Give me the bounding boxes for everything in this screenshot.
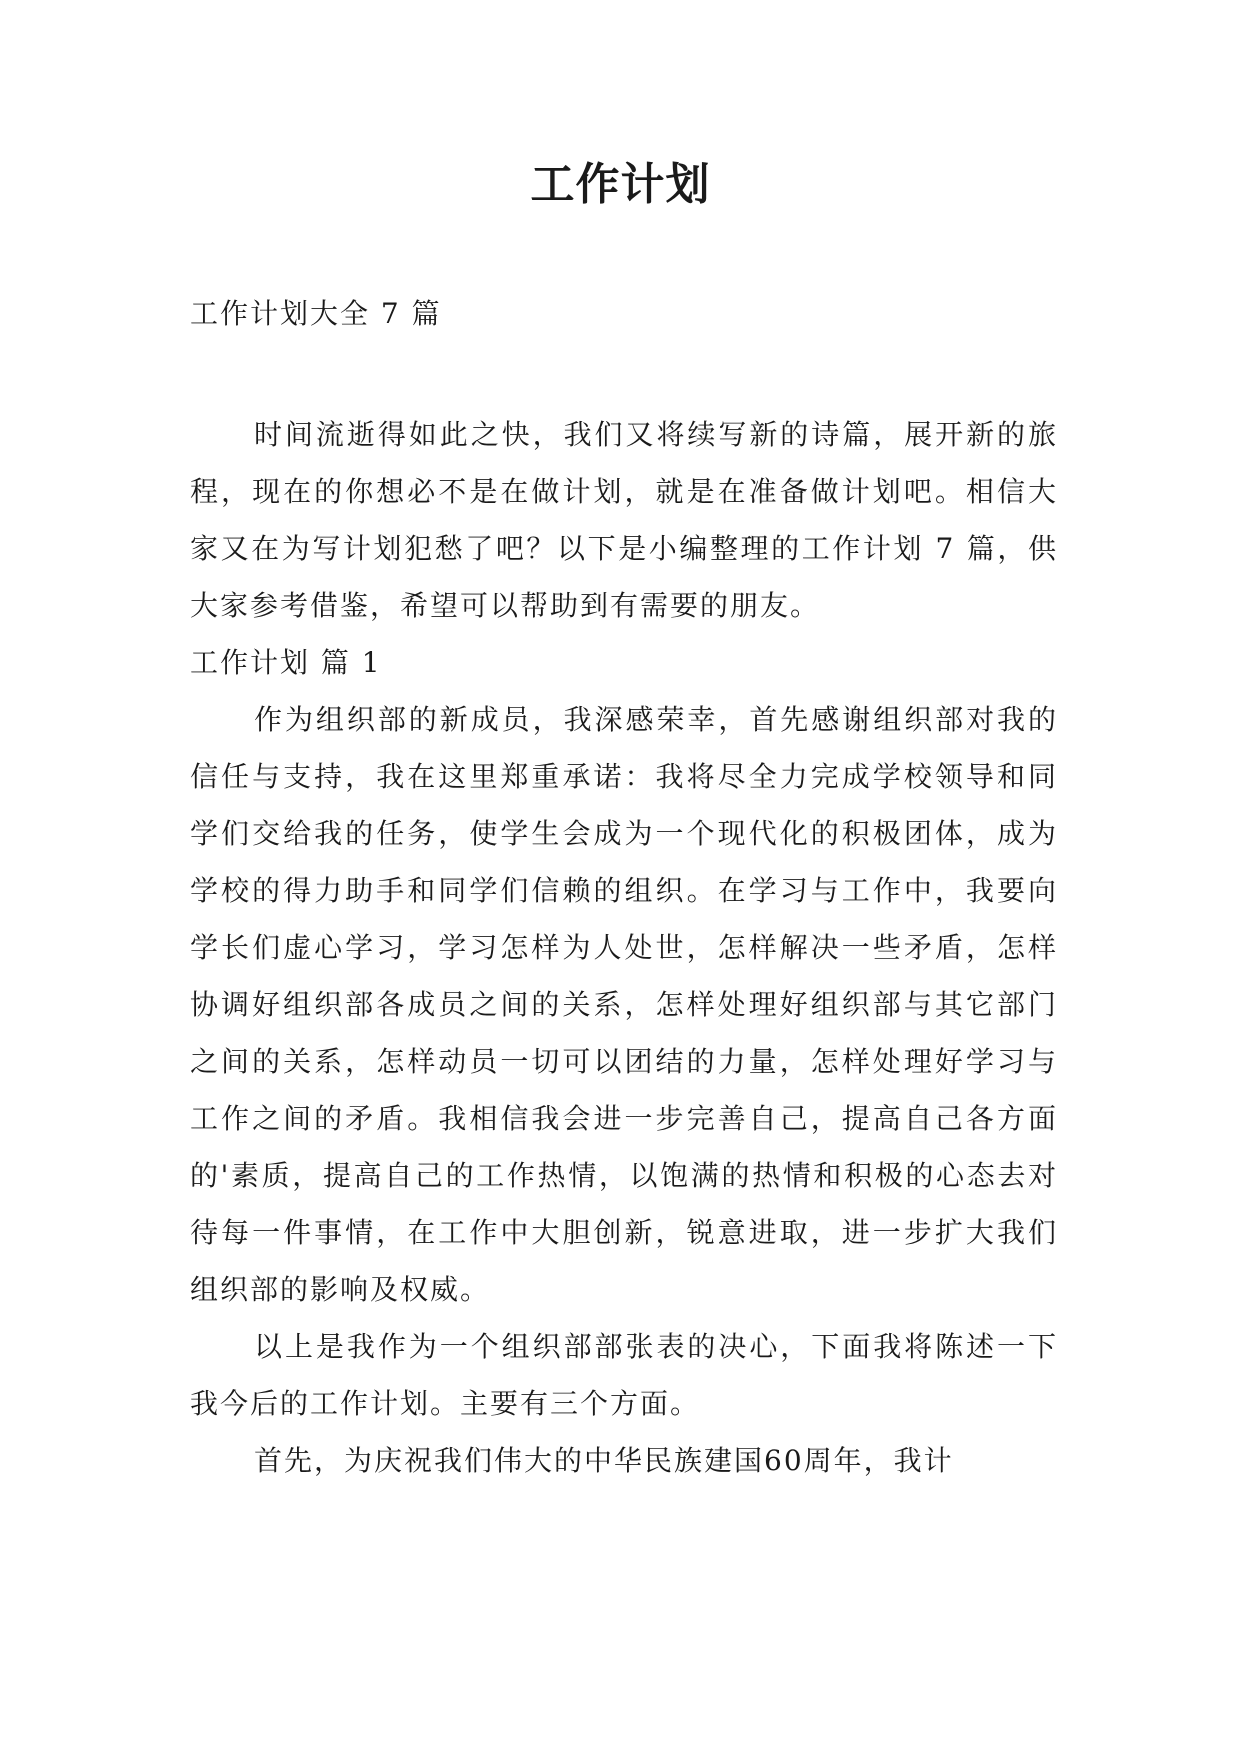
body-paragraph: 首先，为庆祝我们伟大的中华民族建国60周年，我计 xyxy=(254,1444,954,1477)
document-subtitle: 工作计划大全 7 篇 xyxy=(190,297,442,330)
body-paragraph: 以上是我作为一个组织部部张表的决心，下面我将陈述一下我今后的工作计划。主要有三个方面。 xyxy=(190,1330,1058,1420)
section-heading: 工作计划 篇 1 xyxy=(190,646,382,679)
document-body xyxy=(190,406,1058,1489)
intro-paragraph: 时间流逝得如此之快，我们又将续写新的诗篇，展开新的旅程，现在的你想必不是在做计划，就是在准备做计划吧。相信大家又在为写计划犯愁了吧？以下是小编整理的工作计划 7 篇，供大家参考借鉴，希望可以帮助到有需要的朋友。 xyxy=(190,418,1058,622)
document-title: 工作计划 xyxy=(530,159,711,210)
body-paragraph: 作为组织部的新成员，我深感荣幸，首先感谢组织部对我的信任与支持，我在这里郑重承诺：我将尽全力完成学校领导和同学们交给我的任务，使学生会成为一个现代化的积极团体，成为学校的得力助手和同学们信赖的组织。在学习与工作中，我要向学长们虚心学习，学习怎样为人处世，怎样解决一些矛盾，怎样协调好组织部各成员之间的关系，怎样处理好组织部与其它部门之间的关系，怎样动员一切可以团结的力量，怎样处理好学习与工作之间的矛盾。我相信我会进一步完善自己，提高自己各方面的'素质，提高自己的工作热情，以饱满的热情和积极的心态去对待每一件事情，在工作中大胆创新，锐意进取，进一步扩大我们组织部的影响及权威。 xyxy=(190,703,1058,1306)
